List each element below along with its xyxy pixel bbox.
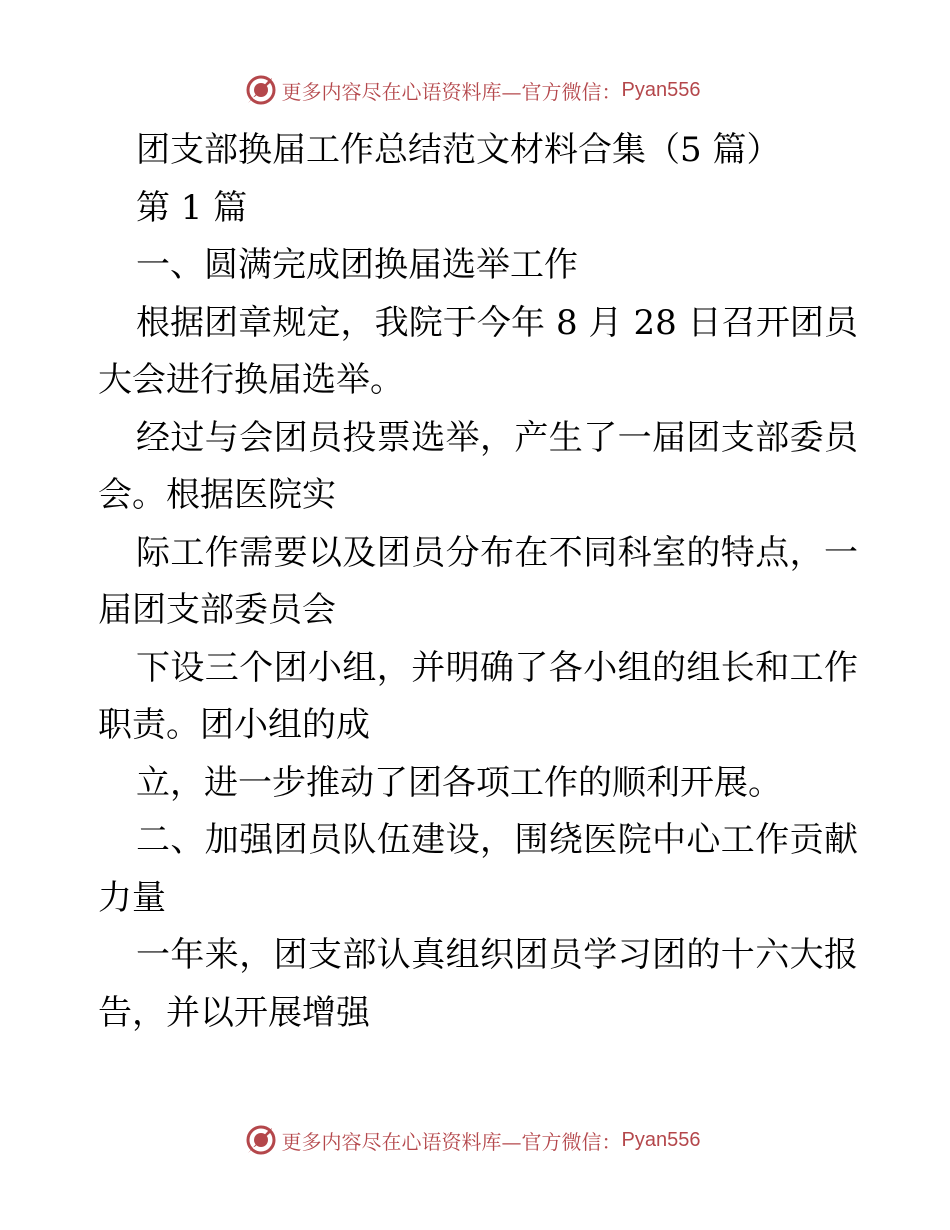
paragraph: 经过与会团员投票选举，产生了一届团支部委员会。根据医院实 [98, 417, 858, 515]
paragraph: 二、加强团员队伍建设，围绕医院中心工作贡献力量 [98, 820, 858, 918]
header-watermark [0, 70, 950, 110]
watermark-wechat-id: Pyan556 [621, 78, 701, 101]
paragraph: 第 1 篇 [136, 187, 248, 228]
watermark-text: 更多内容尽在心语资料库—官方微信： [281, 79, 622, 104]
paragraph: 一、圆满完成团换届选举工作 [136, 245, 578, 285]
document-body [98, 122, 858, 1042]
watermark-wechat-id: Pyan556 [621, 1128, 701, 1151]
paragraph: 一年来，团支部认真组织团员学习团的十六大报告，并以开展增强 [98, 935, 858, 1033]
paragraph: 根据团章规定，我院于今年 8 月 28 日召开团员大会进行换届选举。 [98, 302, 858, 400]
document-title: 团支部换届工作总结范文材料合集（5 篇） [136, 130, 781, 170]
watermark-text: 更多内容尽在心语资料库—官方微信： [281, 1129, 622, 1154]
quill-logo-icon [244, 73, 278, 107]
paragraph: 下设三个团小组，并明确了各小组的组长和工作职责。团小组的成 [98, 647, 858, 745]
paragraph: 立，进一步推动了团各项工作的顺利开展。 [136, 762, 782, 803]
quill-logo-icon [244, 1123, 278, 1157]
paragraph: 际工作需要以及团员分布在不同科室的特点，一届团支部委员会 [98, 532, 858, 630]
footer-watermark [0, 1120, 950, 1160]
